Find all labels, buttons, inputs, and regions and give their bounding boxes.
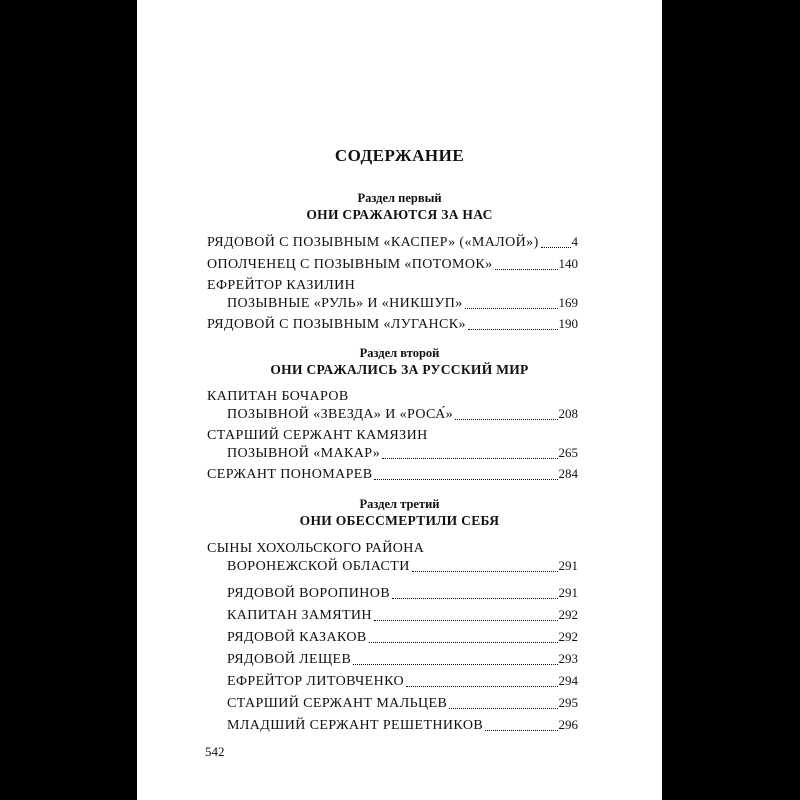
toc-entry-page: 294 bbox=[558, 673, 578, 688]
toc-entry[interactable] bbox=[227, 673, 578, 691]
section-3-label: Раздел третий bbox=[359, 497, 440, 511]
section-3-heading: ОНИ ОБЕССМЕРТИЛИ СЕБЯ bbox=[299, 513, 500, 528]
dot-leader bbox=[392, 597, 557, 599]
section-1-label: Раздел первый bbox=[357, 191, 442, 205]
toc-entry[interactable] bbox=[207, 316, 578, 334]
toc-entry-page: 284 bbox=[558, 466, 578, 481]
toc-entry-title: РЯДОВОЙ ЛЕЩЕВ bbox=[227, 652, 352, 667]
toc-entry-page: 4 bbox=[571, 234, 578, 249]
toc-entry-page: 292 bbox=[558, 629, 578, 644]
toc-entry-page: 265 bbox=[558, 445, 578, 460]
toc-entry[interactable] bbox=[227, 629, 578, 647]
section-2-heading: ОНИ СРАЖАЛИСЬ ЗА РУССКИЙ МИР bbox=[270, 362, 529, 377]
toc-entry[interactable] bbox=[227, 651, 578, 669]
toc-entry[interactable] bbox=[207, 234, 578, 252]
toc-entry-page: 293 bbox=[558, 651, 578, 666]
dot-leader bbox=[353, 663, 557, 665]
left-dark-border bbox=[0, 0, 137, 800]
dot-leader bbox=[541, 246, 571, 248]
toc-entry-title-line1: КАПИТАН БОЧАРОВ bbox=[207, 389, 349, 404]
toc-entry[interactable] bbox=[227, 695, 578, 713]
toc-entry-title: ПОЗЫВНОЙ «МАКАР» bbox=[227, 446, 381, 461]
toc-entry-title: ОПОЛЧЕНЕЦ С ПОЗЫВНЫМ «ПОТОМОК» bbox=[207, 257, 493, 272]
toc-entry[interactable] bbox=[207, 256, 578, 274]
toc-entry-page: 291 bbox=[558, 558, 578, 573]
dot-leader bbox=[465, 307, 558, 309]
toc-entry-page: 292 bbox=[558, 607, 578, 622]
dot-leader bbox=[495, 268, 558, 270]
toc-entry[interactable] bbox=[227, 585, 578, 603]
toc-entry-title: ПОЗЫВНЫЕ «РУЛЬ» И «НИКШУП» bbox=[227, 296, 463, 311]
toc-entry[interactable] bbox=[227, 445, 578, 463]
toc-entry[interactable] bbox=[227, 558, 578, 576]
toc-entry[interactable] bbox=[227, 607, 578, 625]
toc-entry[interactable] bbox=[207, 466, 578, 484]
toc-entry-title: РЯДОВОЙ С ПОЗЫВНЫМ «КАСПЕР» («МАЛОЙ») bbox=[207, 235, 539, 250]
toc-entry[interactable] bbox=[227, 717, 578, 735]
toc-entry-page: 169 bbox=[558, 295, 578, 310]
right-dark-border bbox=[662, 0, 800, 800]
dot-leader bbox=[369, 641, 558, 643]
toc-entry-title: РЯДОВОЙ ВОРОПИНОВ bbox=[227, 586, 391, 601]
toc-entry-title: ПОЗЫВНОЙ «ЗВЕЗДА» И «РОСА́» bbox=[227, 407, 454, 422]
dot-leader bbox=[468, 328, 558, 330]
dot-leader bbox=[406, 685, 557, 687]
toc-entry-page: 190 bbox=[558, 316, 578, 331]
toc-entry-title-line1: СЫНЫ ХОХОЛЬСКОГО РАЙОНА bbox=[207, 541, 425, 556]
toc-entry[interactable] bbox=[227, 295, 578, 313]
toc-entry-title-line1: СТАРШИЙ СЕРЖАНТ КАМЯЗИН bbox=[207, 428, 428, 443]
dot-leader bbox=[374, 619, 558, 621]
dot-leader bbox=[382, 457, 557, 459]
dot-leader bbox=[485, 729, 557, 731]
toc-entry-title: ЕФРЕЙТОР ЛИТОВЧЕНКО bbox=[227, 674, 405, 689]
toc-entry-page: 208 bbox=[558, 406, 578, 421]
dot-leader bbox=[449, 707, 557, 709]
toc-entry-page: 295 bbox=[558, 695, 578, 710]
toc-entry[interactable] bbox=[227, 406, 578, 424]
page-title: СОДЕРЖАНИЕ bbox=[334, 146, 465, 165]
toc-entry-page: 140 bbox=[558, 256, 578, 271]
dot-leader bbox=[412, 570, 558, 572]
dot-leader bbox=[374, 478, 557, 480]
dot-leader bbox=[455, 418, 557, 420]
toc-entry-title: РЯДОВОЙ С ПОЗЫВНЫМ «ЛУГАНСК» bbox=[207, 317, 466, 332]
toc-entry-page: 291 bbox=[558, 585, 578, 600]
toc-entry-title: РЯДОВОЙ КАЗАКОВ bbox=[227, 630, 367, 645]
toc-entry-title: МЛАДШИЙ СЕРЖАНТ РЕШЕТНИКОВ bbox=[227, 718, 484, 733]
section-1-heading: ОНИ СРАЖАЮТСЯ ЗА НАС bbox=[306, 207, 493, 222]
toc-entry-title: СТАРШИЙ СЕРЖАНТ МАЛЬЦЕВ bbox=[227, 696, 448, 711]
toc-entry-title: СЕРЖАНТ ПОНОМАРЕВ bbox=[207, 467, 373, 482]
toc-entry-title: ВОРОНЕЖСКОЙ ОБЛАСТИ bbox=[227, 559, 410, 574]
section-2-label: Раздел второй bbox=[359, 346, 440, 360]
page-number: 542 bbox=[205, 744, 225, 759]
book-page bbox=[137, 0, 662, 800]
toc-entry-page: 296 bbox=[558, 717, 578, 732]
toc-entry-title-line1: ЕФРЕЙТОР КАЗИЛИН bbox=[207, 278, 356, 293]
toc-entry-title: КАПИТАН ЗАМЯТИН bbox=[227, 608, 372, 623]
